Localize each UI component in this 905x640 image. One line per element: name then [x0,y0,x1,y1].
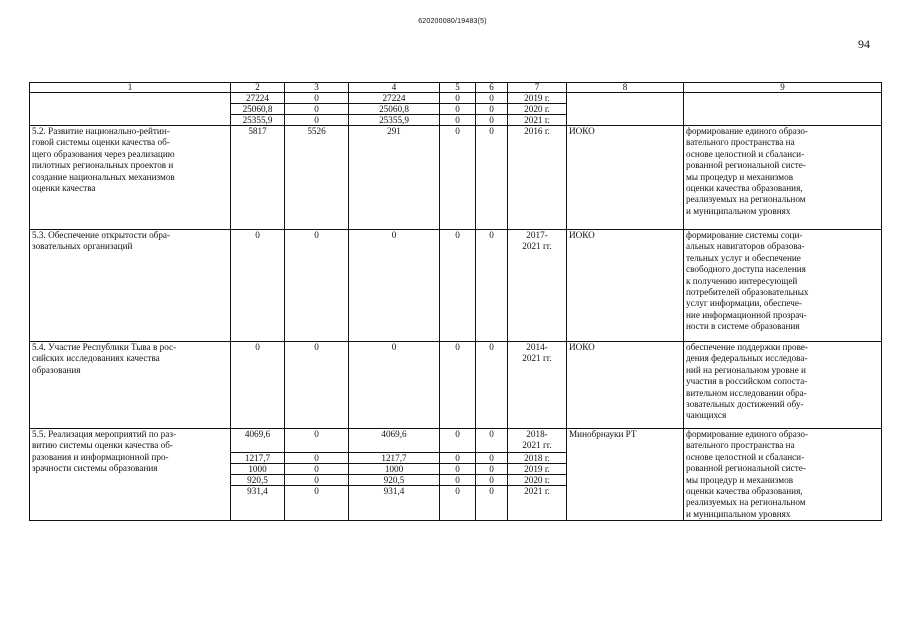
republic-cell: 931,4 [349,486,440,521]
period-cell: 2021 г. [508,486,567,521]
municipal-cell: 0 [440,452,476,463]
table-row [30,126,882,230]
republic-cell: 1000 [349,463,440,474]
municipal-cell: 0 [440,342,476,429]
other-cell: 0 [476,126,508,230]
total-cell: 920,5 [231,475,285,486]
period-cell: 2014- 2021 гг. [508,342,567,429]
executor-cell [567,93,684,126]
activity-name-cell: 5.3. Обеспечение открытости обра- зовательных организаций [30,230,231,342]
column-number: 5 [440,83,476,93]
executor-cell: ИОКО [567,126,684,230]
period-cell: 2018 г. [508,452,567,463]
municipal-cell: 0 [440,475,476,486]
other-cell: 0 [476,93,508,104]
result-cell: формирование единого образо- вательного пространства на основе целостной и сбаланси- рованной региональной систе- мы процедур и механизмов оценки качества образования, реализуемых на региональном и муниципальном уровнях [684,126,882,230]
total-cell: 4069,6 [231,429,285,453]
period-cell: 2020 г. [508,475,567,486]
table-row [30,93,882,104]
other-cell: 0 [476,486,508,521]
activity-name-cell [30,93,231,126]
federal-cell: 5526 [285,126,349,230]
column-number: 4 [349,83,440,93]
federal-cell: 0 [285,486,349,521]
municipal-cell: 0 [440,93,476,104]
result-cell: обеспечение поддержки прове- дения федеральных исследова- ний на региональном уровне и участия в российском сопоста- вительном исследовании обра- зовательных достижений обу- чающихся [684,342,882,429]
total-cell: 0 [231,342,285,429]
activity-name-cell: 5.2. Развитие национально-рейтин- говой системы оценки качества об- щего образования через реализацию пилотных региональных проектов и создание национальных механизмов оценки качества [30,126,231,230]
period-cell: 2019 г. [508,463,567,474]
federal-cell: 0 [285,429,349,453]
period-cell: 2019 г. [508,93,567,104]
column-number: 1 [30,83,231,93]
result-cell: формирование системы соци- альных навигаторов образова- тельных услуг и обеспечение свободного доступа населения к получению интересующей потребителей образовательных услуг информации, обеспече- ние информационной прозрач- ности в системе образования [684,230,882,342]
republic-cell: 25355,9 [349,115,440,126]
total-cell: 5817 [231,126,285,230]
federal-cell: 0 [285,463,349,474]
other-cell: 0 [476,230,508,342]
period-cell: 2016 г. [508,126,567,230]
other-cell: 0 [476,452,508,463]
period-cell: 2018- 2021 гг. [508,429,567,453]
other-cell: 0 [476,104,508,115]
republic-cell: 920,5 [349,475,440,486]
federal-cell: 0 [285,475,349,486]
total-cell: 931,4 [231,486,285,521]
municipal-cell: 0 [440,486,476,521]
column-number: 7 [508,83,567,93]
activity-name-cell: 5.5. Реализация мероприятий по раз- витию системы оценки качества об- разования и информационной про- зрачности системы образования [30,429,231,521]
column-number: 3 [285,83,349,93]
republic-cell: 291 [349,126,440,230]
republic-cell: 4069,6 [349,429,440,453]
table-row [30,342,882,429]
executor-cell: ИОКО [567,230,684,342]
total-cell: 27224 [231,93,285,104]
executor-cell: ИОКО [567,342,684,429]
total-cell: 1217,7 [231,452,285,463]
other-cell: 0 [476,115,508,126]
other-cell: 0 [476,463,508,474]
municipal-cell: 0 [440,115,476,126]
column-number-row [30,83,882,93]
period-cell: 2017- 2021 гг. [508,230,567,342]
republic-cell: 27224 [349,93,440,104]
document-code: 620200080/19483(5) [418,18,487,25]
federal-cell: 0 [285,104,349,115]
other-cell: 0 [476,475,508,486]
republic-cell: 0 [349,230,440,342]
other-cell: 0 [476,342,508,429]
result-cell: формирование единого образо- вательного пространства на основе целостной и сбаланси- рованной региональной систе- мы процедур и механизмов оценки качества образования, реализуемых на региональном и муниципальном уровнях [684,429,882,521]
period-cell: 2021 г. [508,115,567,126]
municipal-cell: 0 [440,463,476,474]
municipal-cell: 0 [440,126,476,230]
republic-cell: 0 [349,342,440,429]
municipal-cell: 0 [440,104,476,115]
result-cell [684,93,882,126]
municipal-cell: 0 [440,429,476,453]
republic-cell: 1217,7 [349,452,440,463]
column-number: 6 [476,83,508,93]
other-cell: 0 [476,429,508,453]
republic-cell: 25060,8 [349,104,440,115]
activity-name-cell: 5.4. Участие Республики Тыва в рос- сийских исследованиях качества образования [30,342,231,429]
program-table [29,82,882,521]
table-row [30,230,882,342]
total-cell: 25355,9 [231,115,285,126]
federal-cell: 0 [285,452,349,463]
table-row [30,429,882,453]
total-cell: 25060,8 [231,104,285,115]
total-cell: 1000 [231,463,285,474]
total-cell: 0 [231,230,285,342]
federal-cell: 0 [285,230,349,342]
federal-cell: 0 [285,115,349,126]
federal-cell: 0 [285,93,349,104]
column-number: 8 [567,83,684,93]
municipal-cell: 0 [440,230,476,342]
column-number: 9 [684,83,882,93]
executor-cell: Минобрнауки РТ [567,429,684,521]
column-number: 2 [231,83,285,93]
federal-cell: 0 [285,342,349,429]
page-number: 94 [858,37,870,51]
period-cell: 2020 г. [508,104,567,115]
